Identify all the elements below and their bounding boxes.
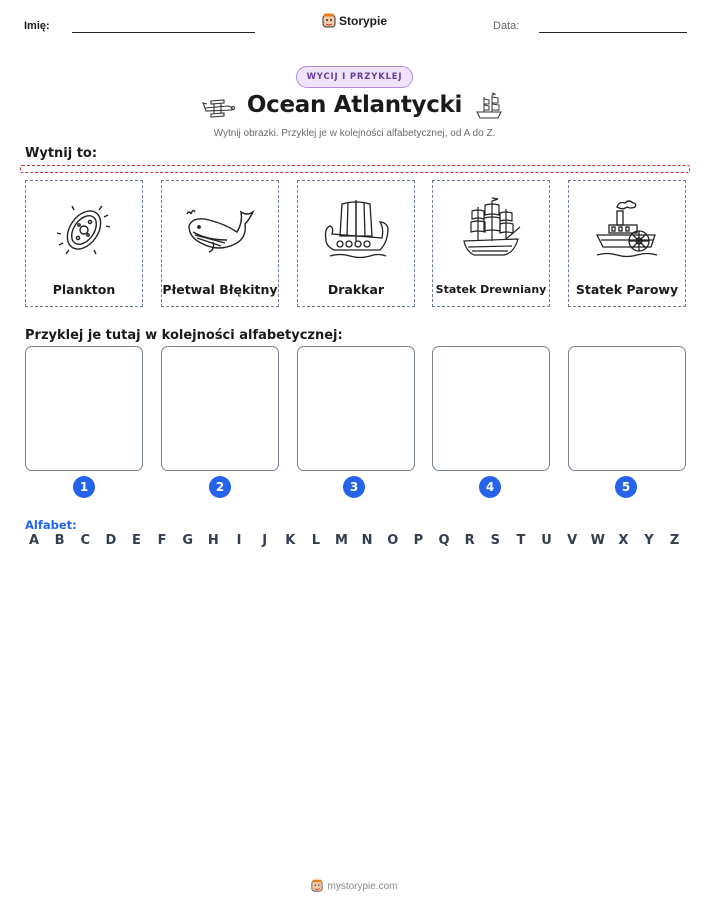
alphabet-letter: M <box>335 533 348 548</box>
alphabet-letter: J <box>262 533 268 548</box>
slot-number: 1 <box>73 476 95 498</box>
alphabet-letter: C <box>80 533 91 548</box>
footer <box>0 879 709 893</box>
cut-section-title: Wytnij to: <box>25 146 98 161</box>
cut-card-steamboat[interactable] <box>568 180 686 307</box>
activity-badge: WYCIJ I PRZYKLEJ <box>296 66 413 88</box>
alphabet-letter: B <box>54 533 65 548</box>
paste-slot-1[interactable] <box>25 346 143 471</box>
alphabet-letter: X <box>618 533 629 548</box>
brand-name: Storypie <box>339 14 388 28</box>
steamboat-icon <box>593 199 661 261</box>
footer-url[interactable]: mystorypie.com <box>327 880 398 892</box>
alphabet-letter: V <box>567 533 578 548</box>
slot-number: 2 <box>209 476 231 498</box>
card-label: Drakkar <box>327 282 385 297</box>
cut-card-sailing-ship[interactable] <box>432 180 550 307</box>
alphabet-letter: P <box>413 533 424 548</box>
paste-slot-5[interactable] <box>568 346 686 471</box>
cut-card-drakkar[interactable] <box>297 180 415 307</box>
alphabet-letter: N <box>361 533 373 548</box>
alphabet-letter: D <box>105 533 117 548</box>
alphabet-letter: G <box>182 533 194 548</box>
alphabet-letter: I <box>236 533 242 548</box>
alphabet-letter: A <box>28 533 40 548</box>
paste-section-title: Przyklej je tutaj w kolejności alfabetycznej: <box>25 328 343 343</box>
alphabet-letter: S <box>490 533 500 548</box>
alphabet-letter: Z <box>669 533 680 548</box>
card-label: Plankton <box>52 282 116 297</box>
storypie-logo <box>322 13 387 29</box>
card-label: Płetwal Błękitny <box>162 282 278 297</box>
date-label: Data: <box>493 20 520 32</box>
instructions: Wytnij obrazki. Przyklej je w kolejności alfabetycznej, od A do Z. <box>213 128 496 139</box>
whale-icon <box>183 202 257 258</box>
viking-ship-icon <box>320 198 392 262</box>
paste-slot-2[interactable] <box>161 346 279 471</box>
date-line[interactable] <box>539 32 687 33</box>
alphabet-letter: T <box>516 533 526 548</box>
slot-number: 4 <box>479 476 501 498</box>
name-line[interactable] <box>72 32 255 33</box>
slot-number: 3 <box>343 476 365 498</box>
alphabet-letter: O <box>387 533 399 548</box>
alphabet-row <box>25 533 684 548</box>
title-row <box>0 92 709 124</box>
cut-card-whale[interactable] <box>161 180 279 307</box>
alphabet-letter: U <box>541 533 552 548</box>
alphabet-letter: F <box>157 533 167 548</box>
alphabet-letter: L <box>311 533 321 548</box>
alphabet-letter: Y <box>644 533 654 548</box>
cut-card-plankton[interactable] <box>25 180 143 307</box>
alphabet-letter: R <box>464 533 475 548</box>
alphabet-letter: K <box>285 533 296 548</box>
alphabet-letter: E <box>132 533 141 548</box>
page-title: Ocean Atlantycki <box>246 92 463 118</box>
cut-line <box>20 165 690 173</box>
alphabet-letter: H <box>207 533 219 548</box>
name-label: Imię: <box>24 20 50 32</box>
card-label: Statek Parowy <box>575 282 679 297</box>
plankton-icon <box>54 200 114 260</box>
storypie-mascot-icon <box>311 879 323 893</box>
paste-slot-4[interactable] <box>432 346 550 471</box>
alphabet-letter: W <box>590 533 605 548</box>
card-label: Statek Drewniany <box>435 283 547 296</box>
storypie-mascot-icon <box>322 13 336 29</box>
slot-number: 5 <box>615 476 637 498</box>
small-ship-icon <box>474 92 504 122</box>
sailing-ship-icon <box>458 197 524 263</box>
paste-slot-3[interactable] <box>297 346 415 471</box>
alphabet-letter: Q <box>438 533 450 548</box>
alphabet-title: Alfabet: <box>25 518 77 532</box>
